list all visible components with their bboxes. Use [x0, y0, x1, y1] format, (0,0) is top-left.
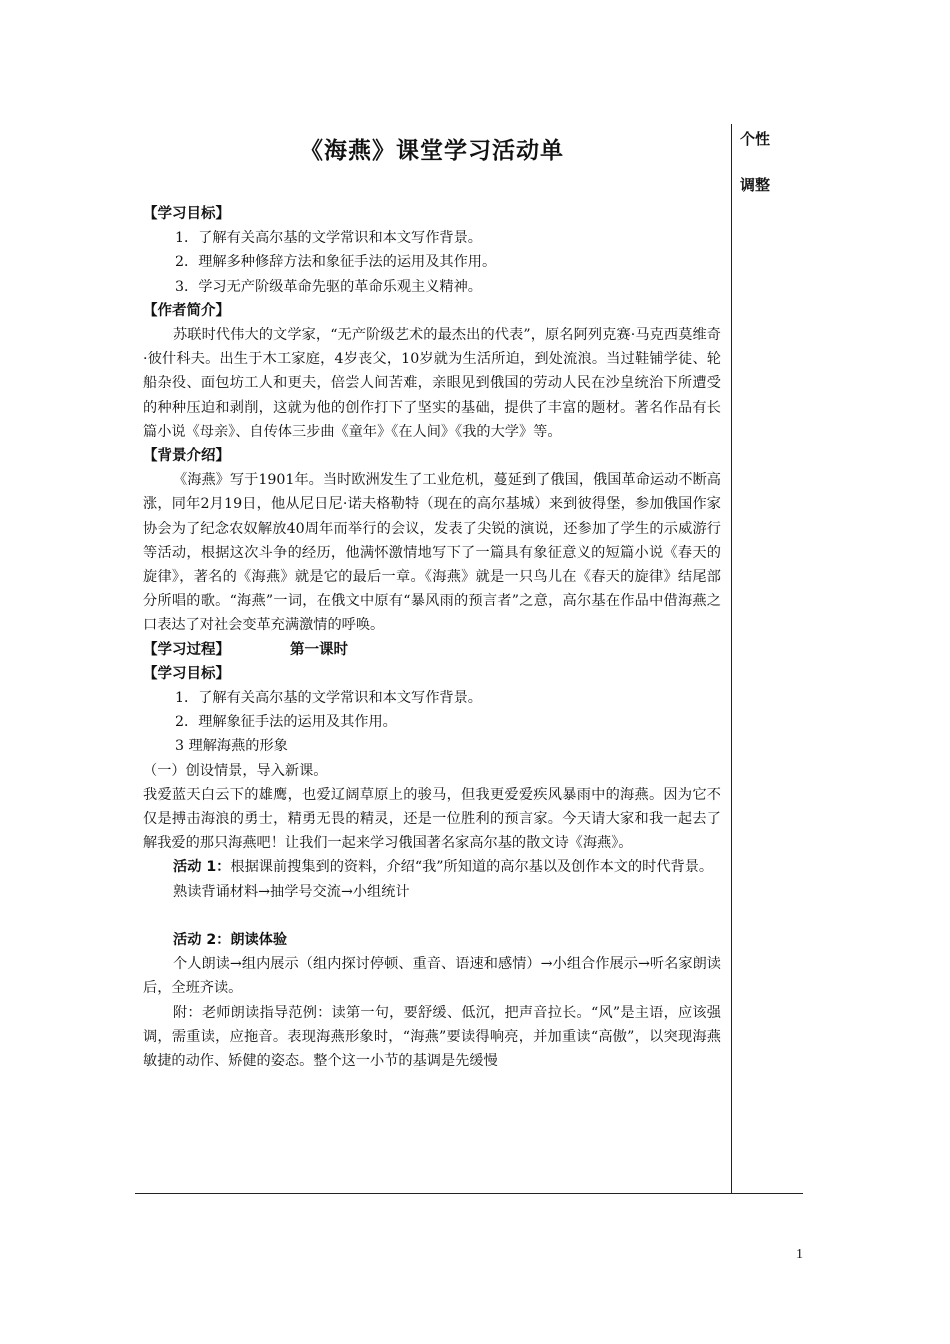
page-frame [135, 124, 803, 1194]
goal-item: 2．理解多种修辞方法和象征手法的运用及其作用。 [175, 254, 497, 271]
page-title: 《海燕》课堂学习活动单 [300, 138, 564, 164]
author-text: 苏联时代伟大的文学家，“无产阶级艺术的最杰出的代表”，原名阿列克赛·马克西莫维奇·彼什科夫。出生于木工家庭，4岁丧父，10岁就为生活所迫，到处流浪。当过鞋铺学徒、轮船杂役、面包坊工人和更夫，倍尝人间苦难，亲眼见到俄国的劳动人民在沙皇统治下所遭受的种种压迫和剥削，这就为他的创作打下了坚实的基础，提供了丰富的题材。著名作品有长篇小说《母亲》、自传体三步曲《童年》《在人间》《我的大学》等。 [143, 327, 721, 440]
activity1-text: 根据课前搜集到的资料，介绍“我”所知道的高尔基以及创作本文的时代背景。 [230, 859, 714, 876]
activity2-heading: 活动 2：朗读体验 [173, 931, 288, 948]
step-1: （一）创设情景，导入新课。 [143, 762, 328, 779]
goal-item: 3．学习无产阶级革命先驱的革命乐观主义精神。 [175, 278, 482, 295]
side-label-2: 调整 [740, 176, 771, 194]
column-divider [731, 124, 732, 1194]
goals-heading: 【学习目标】 [143, 206, 230, 222]
process-heading-line [143, 638, 721, 662]
lesson-label: 第一课时 [290, 641, 348, 658]
bottom-border [135, 1193, 803, 1194]
author-heading: 【作者简介】 [143, 302, 230, 319]
page-number: 1 [796, 1247, 803, 1262]
process-heading: 【学习过程】 [143, 641, 230, 658]
activity2-text: 个人朗读→组内展示（组内探讨停顿、重音、语速和感情）→小组合作展示→听名家朗读后，全班齐读。 [143, 956, 721, 997]
goal2-item: 2．理解象征手法的运用及其作用。 [175, 714, 397, 731]
spacer [143, 904, 721, 928]
activity1-flow: 熟读背诵材料→抽学号交流→小组统计 [173, 883, 410, 900]
activity1-label: 活动 1： [173, 859, 231, 876]
guide-text: 附：老师朗读指导范例：读第一句，要舒缓、低沉，把声音拉长。“风”是主语，应该强调，需重读，应拖音。表现海燕形象时，“海燕”要读得响亮，并加重读“高傲”，以突现海燕敏捷的动作、矫健的姿态。整个这一小节的基调是先缓慢 [143, 1004, 721, 1069]
background-heading: 【背景介绍】 [143, 448, 230, 465]
side-label-1: 个性 [740, 130, 771, 148]
background-text: 《海燕》写于1901年。当时欧洲发生了工业危机，蔓延到了俄国，俄国革命运动不断高涨，同年2月19日，他从尼日尼·诺夫格勒特（现在的高尔基城）来到彼得堡，参加俄国作家协会为了纪念农奴解放40周年而举行的会议，发表了尖锐的演说，还参加了学生的示威游行等活动，根据这次斗争的经历，他满怀激情地写下了一篇具有象征意义的短篇小说《春天的旋律》，著名的《海燕》就是它的最后一章。《海燕》就是一只鸟儿在《春天的旋律》结尾部分所唱的歌。“海燕”一词，在俄文中原有“暴风雨的预言者”之意，高尔基在作品中借海燕之口表达了对社会变革充满激情的呼唤。 [143, 472, 721, 634]
goal2-item: 1．了解有关高尔基的文学常识和本文写作背景。 [175, 690, 482, 707]
goal2-item: 3 理解海燕的形象 [175, 738, 288, 755]
goals2-heading: 【学习目标】 [143, 665, 230, 682]
goal-item: 1．了解有关高尔基的文学常识和本文写作背景。 [175, 230, 482, 247]
activity-1 [143, 855, 721, 879]
intro-text: 我爱蓝天白云下的雄鹰，也爱辽阔草原上的骏马，但我更爱爱疾风暴雨中的海燕。因为它不仅是搏击海浪的勇士，精勇无畏的精灵，还是一位胜利的预言家。今天请大家和我一起去了解我爱的那只海燕吧！让我们一起来学习俄国著名家高尔基的散文诗《海燕》。 [143, 786, 721, 852]
document-body [143, 202, 721, 1073]
